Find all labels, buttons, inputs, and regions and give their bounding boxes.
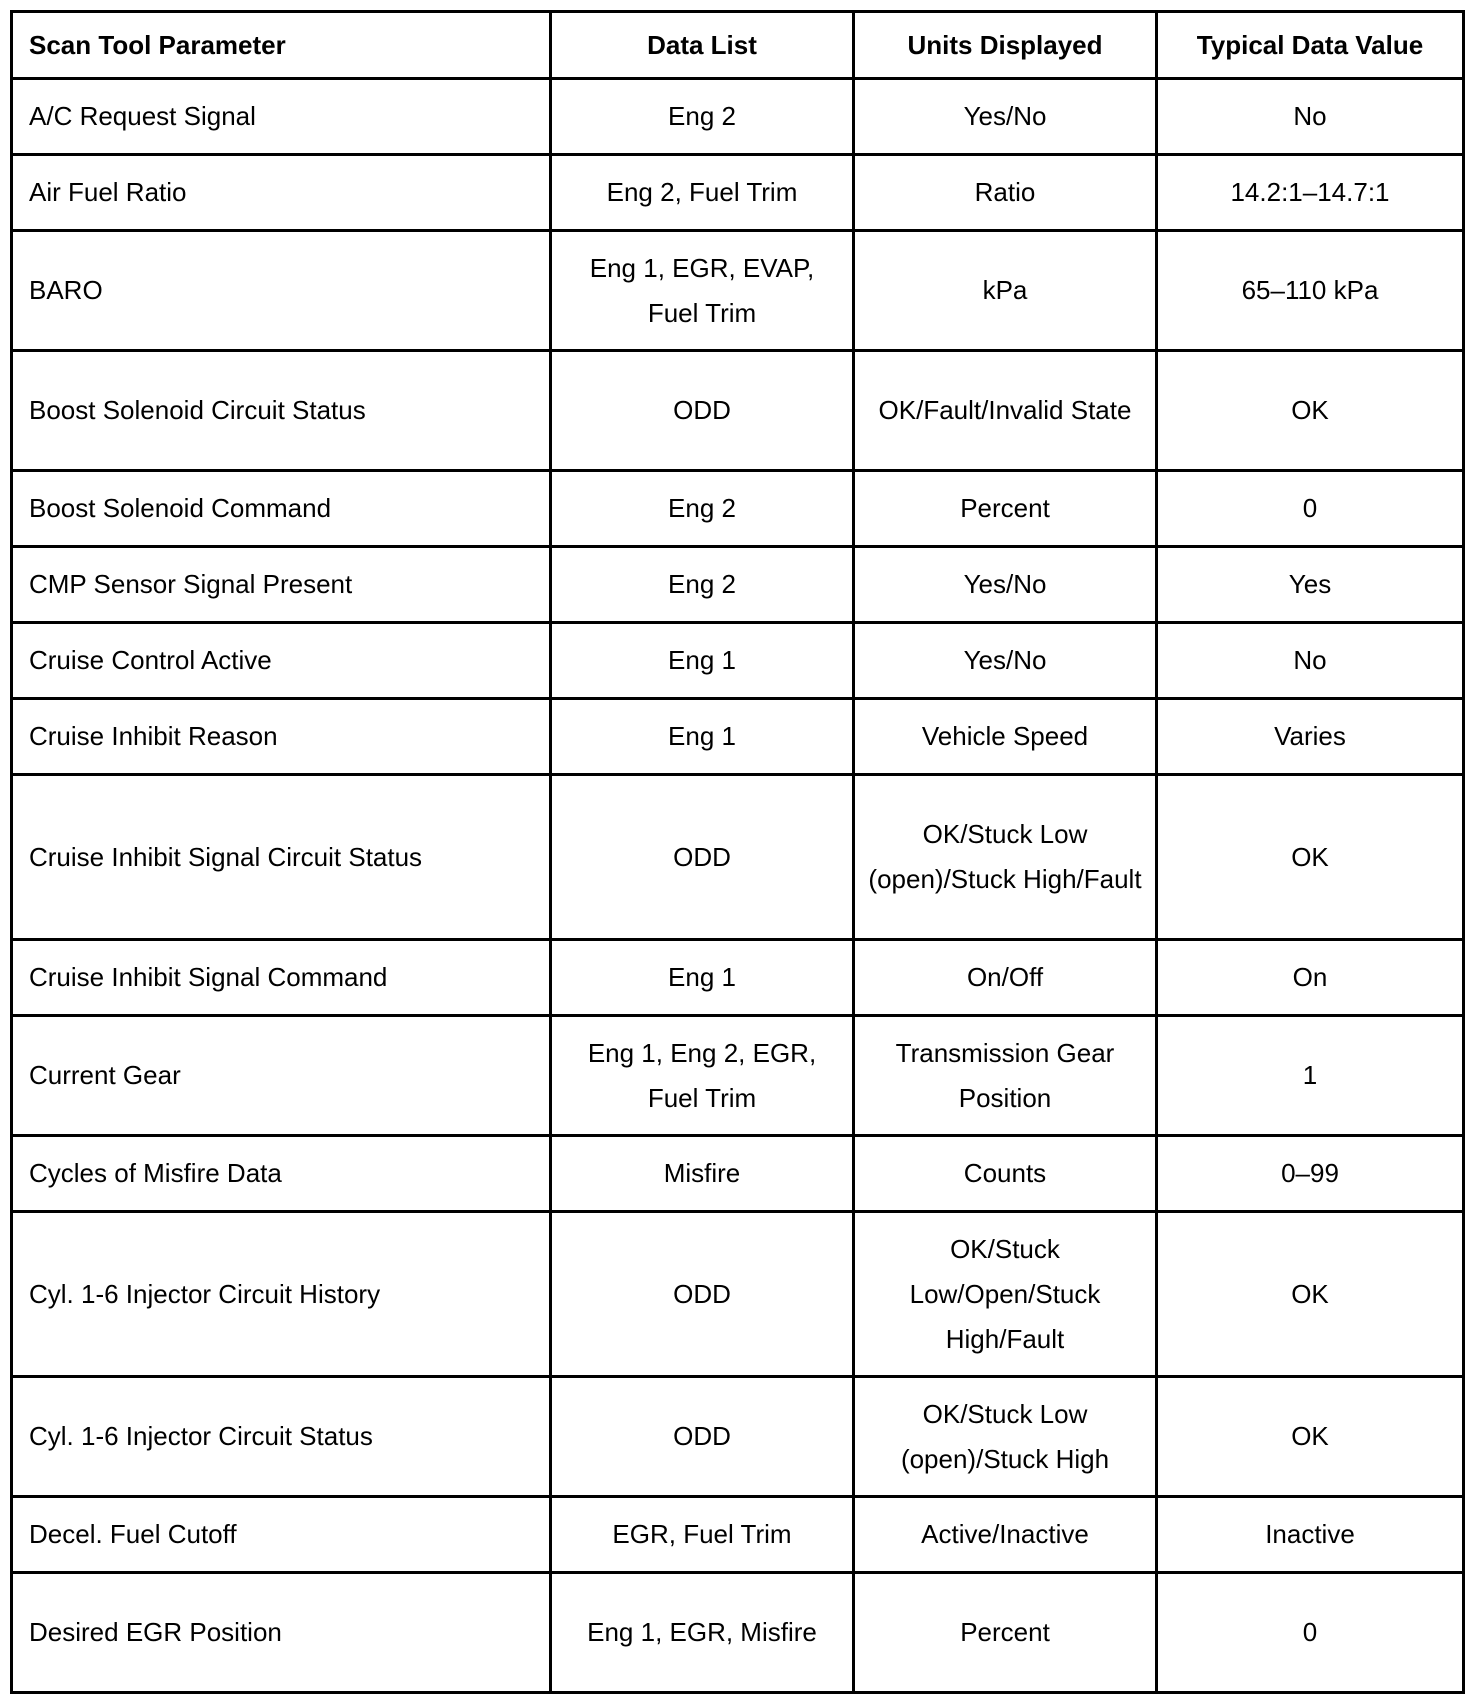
cell-parameter: BARO <box>12 231 551 351</box>
cell-parameter: Desired EGR Position <box>12 1573 551 1693</box>
cell-typical-value: 0 <box>1157 1573 1464 1693</box>
header-units-displayed: Units Displayed <box>854 12 1157 79</box>
table-row <box>12 547 1464 623</box>
cell-units: OK/Stuck Low/Open/Stuck High/Fault <box>854 1212 1157 1377</box>
cell-units: OK/Stuck Low (open)/Stuck High/Fault <box>854 775 1157 940</box>
table-row <box>12 940 1464 1016</box>
cell-units: Percent <box>854 471 1157 547</box>
table-row <box>12 155 1464 231</box>
cell-data-list: Misfire <box>551 1136 854 1212</box>
table-row <box>12 79 1464 155</box>
cell-parameter: Cyl. 1-6 Injector Circuit Status <box>12 1377 551 1497</box>
cell-units: Yes/No <box>854 623 1157 699</box>
cell-data-list: Eng 2 <box>551 79 854 155</box>
cell-typical-value: 14.2:1–14.7:1 <box>1157 155 1464 231</box>
table-row <box>12 471 1464 547</box>
table-row <box>12 1497 1464 1573</box>
cell-typical-value: OK <box>1157 1377 1464 1497</box>
cell-units: Transmission Gear Position <box>854 1016 1157 1136</box>
cell-units: Percent <box>854 1573 1157 1693</box>
table-row <box>12 623 1464 699</box>
cell-data-list: EGR, Fuel Trim <box>551 1497 854 1573</box>
header-scan-tool-parameter: Scan Tool Parameter <box>12 12 551 79</box>
cell-data-list: Eng 1, EGR, Misfire <box>551 1573 854 1693</box>
cell-data-list: Eng 1, Eng 2, EGR, Fuel Trim <box>551 1016 854 1136</box>
header-data-list: Data List <box>551 12 854 79</box>
table-row <box>12 1377 1464 1497</box>
cell-units: Active/Inactive <box>854 1497 1157 1573</box>
cell-data-list: ODD <box>551 1212 854 1377</box>
cell-units: Vehicle Speed <box>854 699 1157 775</box>
cell-data-list: Eng 2, Fuel Trim <box>551 155 854 231</box>
cell-data-list: ODD <box>551 775 854 940</box>
table-row <box>12 699 1464 775</box>
table-row <box>12 1016 1464 1136</box>
cell-data-list: Eng 1 <box>551 699 854 775</box>
cell-units: On/Off <box>854 940 1157 1016</box>
cell-parameter: Cruise Inhibit Reason <box>12 699 551 775</box>
cell-data-list: Eng 2 <box>551 547 854 623</box>
cell-data-list: Eng 1 <box>551 623 854 699</box>
cell-parameter: Cyl. 1-6 Injector Circuit History <box>12 1212 551 1377</box>
cell-data-list: ODD <box>551 351 854 471</box>
table-row <box>12 1212 1464 1377</box>
cell-typical-value: No <box>1157 79 1464 155</box>
cell-units: Counts <box>854 1136 1157 1212</box>
cell-data-list: ODD <box>551 1377 854 1497</box>
cell-typical-value: 1 <box>1157 1016 1464 1136</box>
table-row <box>12 1136 1464 1212</box>
cell-parameter: Boost Solenoid Circuit Status <box>12 351 551 471</box>
table-row <box>12 775 1464 940</box>
cell-data-list: Eng 2 <box>551 471 854 547</box>
cell-parameter: Cruise Control Active <box>12 623 551 699</box>
cell-parameter: Cruise Inhibit Signal Circuit Status <box>12 775 551 940</box>
cell-units: Yes/No <box>854 79 1157 155</box>
cell-parameter: Decel. Fuel Cutoff <box>12 1497 551 1573</box>
header-typical-data-value: Typical Data Value <box>1157 12 1464 79</box>
cell-units: OK/Stuck Low (open)/Stuck High <box>854 1377 1157 1497</box>
cell-parameter: Cruise Inhibit Signal Command <box>12 940 551 1016</box>
cell-units: kPa <box>854 231 1157 351</box>
header-row <box>12 12 1464 79</box>
cell-parameter: Current Gear <box>12 1016 551 1136</box>
cell-data-list: Eng 1 <box>551 940 854 1016</box>
cell-typical-value: 0 <box>1157 471 1464 547</box>
cell-typical-value: Varies <box>1157 699 1464 775</box>
cell-typical-value: No <box>1157 623 1464 699</box>
table-row <box>12 351 1464 471</box>
cell-units: OK/Fault/Invalid State <box>854 351 1157 471</box>
cell-typical-value: On <box>1157 940 1464 1016</box>
cell-typical-value: OK <box>1157 775 1464 940</box>
cell-parameter: Air Fuel Ratio <box>12 155 551 231</box>
cell-parameter: CMP Sensor Signal Present <box>12 547 551 623</box>
cell-parameter: Cycles of Misfire Data <box>12 1136 551 1212</box>
cell-typical-value: Yes <box>1157 547 1464 623</box>
table-row <box>12 1573 1464 1693</box>
cell-parameter: Boost Solenoid Command <box>12 471 551 547</box>
cell-data-list: Eng 1, EGR, EVAP, Fuel Trim <box>551 231 854 351</box>
cell-typical-value: OK <box>1157 351 1464 471</box>
cell-typical-value: 65–110 kPa <box>1157 231 1464 351</box>
table-row <box>12 231 1464 351</box>
cell-typical-value: Inactive <box>1157 1497 1464 1573</box>
cell-typical-value: 0–99 <box>1157 1136 1464 1212</box>
cell-units: Ratio <box>854 155 1157 231</box>
cell-units: Yes/No <box>854 547 1157 623</box>
cell-typical-value: OK <box>1157 1212 1464 1377</box>
scan-tool-parameter-table <box>10 10 1465 1694</box>
cell-parameter: A/C Request Signal <box>12 79 551 155</box>
